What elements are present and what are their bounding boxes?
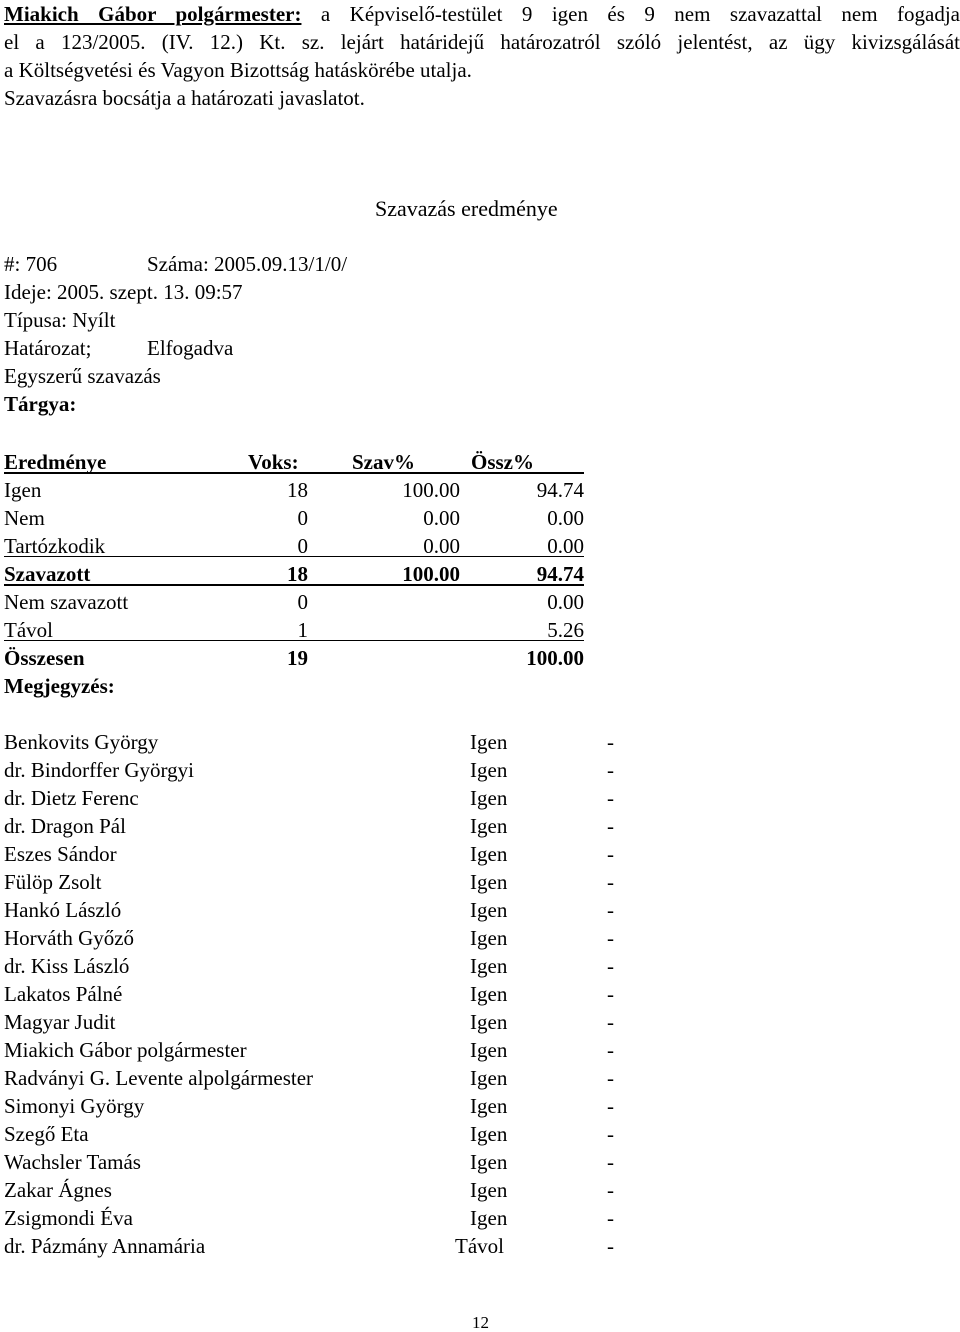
page-number: 12 — [472, 1313, 489, 1332]
member-name: Miakich Gábor polgármester — [4, 1038, 247, 1062]
results-header-ossz: Össz% — [471, 450, 534, 474]
vote-hatarozat: Határozat; — [4, 336, 92, 360]
member-mark: - — [607, 758, 614, 782]
member-vote: Igen — [470, 1038, 508, 1062]
member-mark: - — [607, 926, 614, 950]
vote-targya: Tárgya: — [4, 392, 77, 416]
member-mark: - — [607, 1066, 614, 1090]
member-vote: Igen — [470, 730, 508, 754]
results-row-label: Igen — [4, 478, 42, 502]
results-row-label: Nem — [4, 506, 45, 530]
note-label: Megjegyzés: — [4, 674, 115, 698]
intro-line-1-text: a Képviselő-testület 9 igen és 9 nem szavazattal nem fogadja — [320, 2, 960, 26]
member-mark: - — [607, 1178, 614, 1202]
results-row-label: Távol — [4, 618, 53, 642]
member-name: Fülöp Zsolt — [4, 870, 102, 894]
member-vote: Igen — [470, 814, 508, 838]
member-vote: Igen — [470, 1206, 508, 1230]
member-mark: - — [607, 898, 614, 922]
member-name: Szegő Eta — [4, 1122, 89, 1146]
results-row-szav: 100.00 — [402, 562, 460, 586]
member-name: Lakatos Pálné — [4, 982, 123, 1006]
results-row-szav: 100.00 — [402, 478, 460, 502]
member-name: dr. Dragon Pál — [4, 814, 126, 838]
member-vote: Igen — [470, 982, 508, 1006]
result-heading: Szavazás eredménye — [375, 196, 558, 221]
intro-line-1 — [4, 0, 960, 28]
member-mark: - — [607, 1234, 614, 1258]
member-name: dr. Pázmány Annamária — [4, 1234, 206, 1258]
member-mark: - — [607, 1094, 614, 1118]
member-vote: Igen — [470, 1094, 508, 1118]
results-row-voks: 0 — [297, 534, 308, 558]
results-row-ossz: 0.00 — [547, 590, 584, 614]
results-row-ossz: 94.74 — [536, 562, 584, 586]
results-row-label: Összesen — [4, 646, 85, 670]
member-name: Hankó László — [4, 898, 122, 922]
member-vote: Igen — [470, 758, 508, 782]
vote-status: Elfogadva — [147, 336, 234, 360]
vote-type-simple: Egyszerű szavazás — [4, 364, 161, 388]
vote-szama: Száma: 2005.09.13/1/0/ — [147, 252, 348, 276]
results-row-ossz: 0.00 — [547, 534, 584, 558]
member-name: Radványi G. Levente alpolgármester — [4, 1066, 314, 1090]
results-row-voks: 1 — [297, 618, 308, 642]
member-vote: Igen — [470, 786, 508, 810]
results-row-voks: 18 — [287, 562, 308, 586]
member-mark: - — [607, 842, 614, 866]
member-vote: Igen — [470, 1010, 508, 1034]
member-mark: - — [607, 1010, 614, 1034]
member-mark: - — [607, 982, 614, 1006]
results-row-label: Szavazott — [4, 562, 91, 586]
results-row-szav: 0.00 — [423, 534, 460, 558]
results-row-label: Tartózkodik — [4, 534, 106, 558]
member-vote: Igen — [470, 1066, 508, 1090]
member-mark: - — [607, 870, 614, 894]
results-header-szav: Szav% — [352, 450, 415, 474]
member-name: Simonyi György — [4, 1094, 145, 1118]
member-mark: - — [607, 1206, 614, 1230]
results-row-voks: 0 — [297, 506, 308, 530]
member-vote: Igen — [470, 1178, 508, 1202]
member-name: Zakar Ágnes — [4, 1178, 112, 1202]
results-row-voks: 18 — [287, 478, 308, 502]
member-mark: - — [607, 786, 614, 810]
member-vote: Igen — [470, 1122, 508, 1146]
member-name: Benkovits György — [4, 730, 159, 754]
member-name: Wachsler Tamás — [4, 1150, 141, 1174]
intro-line-3: a Költségvetési és Vagyon Bizottság hatáskörébe utalja. — [4, 58, 472, 82]
intro-line-4: Szavazásra bocsátja a határozati javaslatot. — [4, 86, 365, 110]
results-row-ossz: 100.00 — [526, 646, 584, 670]
member-name: dr. Bindorffer Györgyi — [4, 758, 194, 782]
member-name: dr. Dietz Ferenc — [4, 786, 139, 810]
member-mark: - — [607, 1038, 614, 1062]
member-vote: Távol — [455, 1234, 504, 1258]
speaker-label: Miakich Gábor polgármester: — [4, 2, 302, 26]
results-row-szav: 0.00 — [423, 506, 460, 530]
member-vote: Igen — [470, 870, 508, 894]
vote-number: #: 706 — [4, 252, 58, 276]
member-name: Eszes Sándor — [4, 842, 117, 866]
member-vote: Igen — [470, 898, 508, 922]
results-row-ossz: 0.00 — [547, 506, 584, 530]
member-mark: - — [607, 730, 614, 754]
member-vote: Igen — [470, 1150, 508, 1174]
member-name: Zsigmondi Éva — [4, 1206, 133, 1230]
results-row-voks: 0 — [297, 590, 308, 614]
intro-line-2: el a 123/2005. (IV. 12.) Kt. sz. lejárt határidejű határozatról szóló jelentést, az ügy kivizsgálását — [4, 30, 960, 54]
results-header-voks: Voks: — [248, 450, 299, 474]
member-name: Horváth Győző — [4, 926, 135, 950]
results-row-ossz: 94.74 — [536, 478, 584, 502]
member-vote: Igen — [470, 842, 508, 866]
results-header-eredmenye: Eredménye — [4, 450, 107, 474]
member-mark: - — [607, 954, 614, 978]
intro-paragraph — [4, 0, 960, 112]
member-vote: Igen — [470, 926, 508, 950]
member-mark: - — [607, 814, 614, 838]
member-mark: - — [607, 1150, 614, 1174]
vote-ideje: Ideje: 2005. szept. 13. 09:57 — [4, 280, 243, 304]
vote-tipusa: Típusa: Nyílt — [4, 308, 116, 332]
results-row-ossz: 5.26 — [547, 618, 584, 642]
member-name: dr. Kiss László — [4, 954, 130, 978]
results-row-label: Nem szavazott — [4, 590, 129, 614]
results-row-voks: 19 — [287, 646, 308, 670]
member-vote: Igen — [470, 954, 508, 978]
member-name: Magyar Judit — [4, 1010, 116, 1034]
member-mark: - — [607, 1122, 614, 1146]
